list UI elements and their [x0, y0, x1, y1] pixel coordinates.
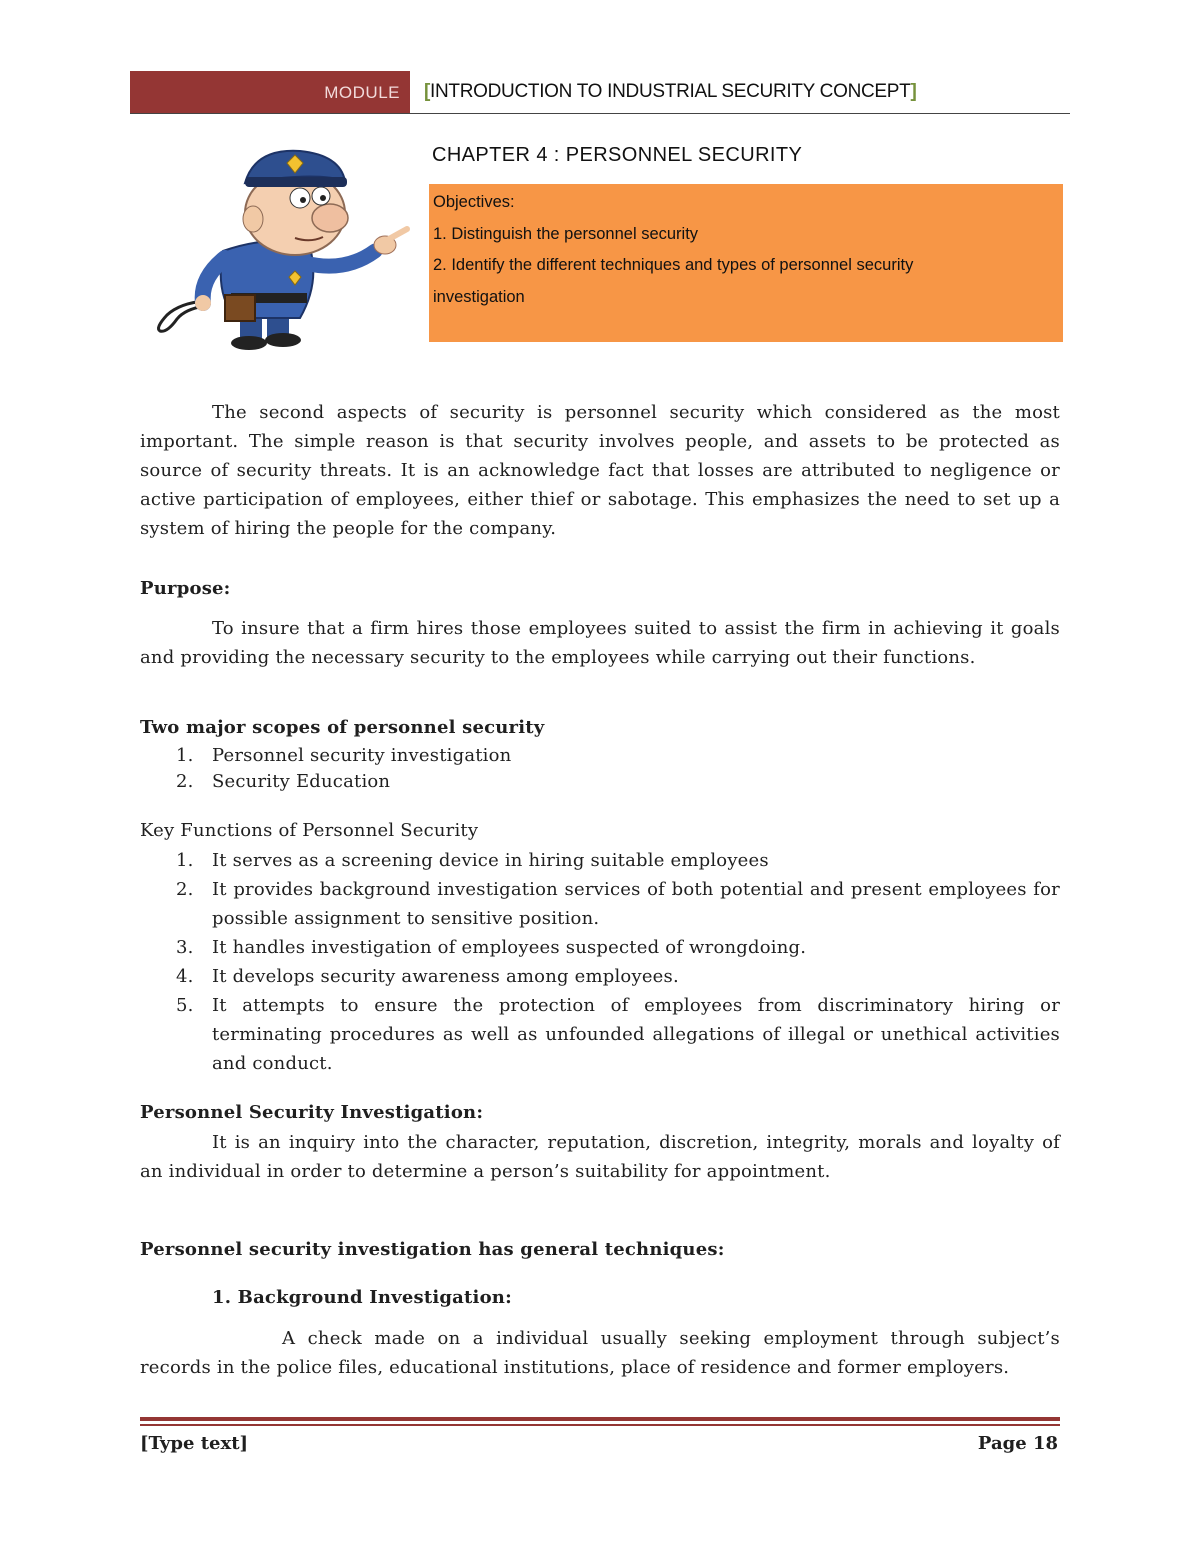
list-text: Personnel security investigation — [212, 745, 512, 766]
psi-text: It is an inquiry into the character, reputation, discretion, integrity, morals and loyalty of an individual in order to determine a person’s suitability for appointment. — [140, 1132, 1060, 1182]
objective-item-continued: investigation — [433, 287, 525, 306]
list-item — [140, 933, 1060, 962]
list-text: It serves as a screening device in hiring suitable employees — [212, 850, 769, 871]
objectives-heading: Objectives: — [433, 193, 515, 211]
scopes-heading: Two major scopes of personnel security — [140, 717, 545, 738]
intro-paragraph: The second aspects of security is personnel security which considered as the most important. The simple reason is that security involves people, and assets to be protected as source of security threats. It is an acknowledge fact that losses are attributed to negligence or active participation of employees, either thief or sabotage. This emphasizes the need to set up a system of hiring the people for the company. — [140, 402, 1060, 539]
purpose-text: To insure that a firm hires those employees suited to assist the firm in achieving it goals and providing the necessary security to the employees while carrying out their functions. — [140, 618, 1060, 668]
list-number: 2. — [176, 771, 194, 792]
police-officer-illustration — [145, 143, 415, 353]
header-title-line — [424, 81, 917, 103]
header-divider — [130, 113, 1070, 114]
list-text: It develops security awareness among employees. — [212, 966, 679, 987]
purpose-heading: Purpose: — [140, 578, 231, 599]
key-functions-list — [140, 846, 1060, 1078]
key-functions-heading: Key Functions of Personnel Security — [140, 820, 479, 841]
list-item — [140, 991, 1060, 1078]
list-item — [140, 962, 1060, 991]
list-item — [140, 743, 1060, 769]
list-number: 2. — [176, 879, 194, 900]
objective-item: 1. Distinguish the personnel security — [433, 224, 699, 243]
objectives-box — [429, 184, 1063, 342]
list-number: 3. — [176, 937, 194, 958]
list-text: It handles investigation of employees suspected of wrongdoing. — [212, 937, 807, 958]
psi-heading: Personnel Security Investigation: — [140, 1102, 484, 1123]
list-number: 5. — [176, 995, 194, 1016]
bracket-open: [ — [424, 81, 431, 102]
page-number: Page 18 — [977, 1433, 1058, 1454]
techniques-heading: Personnel security investigation has general techniques: — [140, 1239, 725, 1260]
objective-item: 2. Identify the different techniques and types of personnel security — [433, 256, 914, 274]
list-item — [140, 769, 1060, 795]
list-text: It provides background investigation services of both potential and present employees for possible assignment to sensitive position. — [212, 879, 1060, 929]
list-item — [140, 846, 1060, 875]
list-text: It attempts to ensure the protection of employees from discriminatory hiring or terminating procedures as well as unfounded allegations of illegal or unethical activities and conduct. — [212, 995, 1060, 1074]
list-text: Security Education — [212, 771, 391, 792]
background-investigation-text: A check made on a individual usually seeking employment through subject’s records in the police files, educational institutions, place of residence and former employers. — [140, 1328, 1060, 1378]
chapter-title: CHAPTER 4 : PERSONNEL SECURITY — [432, 144, 803, 166]
header-title: INTRODUCTION TO INDUSTRIAL SECURITY CONCEPT — [430, 81, 911, 102]
footer-divider-thin — [140, 1424, 1060, 1426]
list-number: 4. — [176, 966, 194, 987]
list-number: 1. — [176, 850, 194, 871]
page-header — [130, 71, 1070, 114]
list-item — [140, 875, 1060, 933]
footer-divider-thick — [140, 1417, 1060, 1421]
scopes-list — [140, 743, 1060, 795]
module-label: MODULE — [130, 71, 410, 114]
list-number: 1. — [176, 745, 194, 766]
bracket-close: ] — [910, 81, 917, 102]
background-investigation-heading: 1. Background Investigation: — [212, 1287, 512, 1308]
footer-left-text: [Type text] — [140, 1433, 249, 1454]
